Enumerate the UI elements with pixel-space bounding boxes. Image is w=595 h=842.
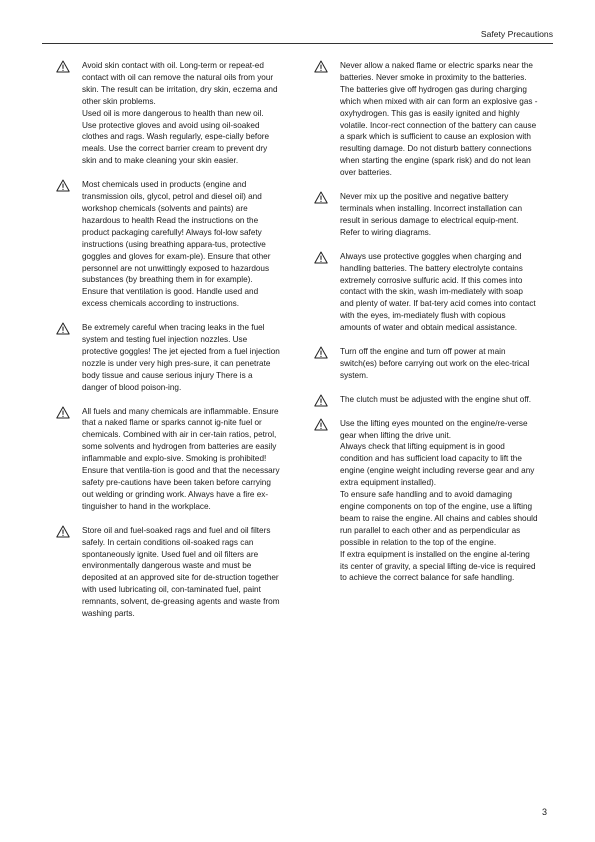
warning-item <box>314 346 538 382</box>
warning-item <box>314 60 538 179</box>
warning-text: To ensure safe handling and to avoid damaging engine components on top of the engine, use a lifting beam to raise the engine. All chains and cables should run parallel to each other and as perpendicular as possible in relation to the top of the engine. <box>340 490 538 547</box>
warning-text: Never allow a naked flame or electric sparks near the batteries. Never smoke in proximity to the batteries. The batteries give off hydrogen gas during charging which when mixed with air can form an explosive gas - oxyhydrogen. This gas is easily ignited and highly volatile. Incor-rect connection of the battery can cause a spark which is sufficient to cause an explosion with resulting damage. Do not disturb battery connections when starting the engine (spark risk) and do not lean over batteries. <box>340 61 538 178</box>
header-divider <box>42 43 553 44</box>
warning-triangle-icon <box>314 418 328 431</box>
warning-triangle-icon <box>314 394 328 407</box>
warning-triangle-icon <box>56 60 70 73</box>
warning-triangle-icon <box>314 251 328 264</box>
warning-triangle-icon <box>314 60 328 73</box>
warning-triangle-icon <box>314 346 328 359</box>
warning-text: Avoid skin contact with oil. Long-term or repeat-ed contact with oil can remove the natural oils from your skin. The result can be irritation, dry skin, eczema and other skin problems. <box>82 61 278 106</box>
warning-triangle-icon <box>56 525 70 538</box>
warning-text: Always use protective goggles when charging and handling batteries. The battery electrolyte contains extremely corrosive sulfuric acid. If this comes into contact with the skin, wash im-mediately with soap and plenty of water. If bat-tery acid comes into contact with the eyes, im-mediately flush with copious amounts of water and obtain medical assistance. <box>340 251 536 333</box>
warning-item <box>314 191 538 239</box>
left-column <box>56 60 280 632</box>
warning-text: The clutch must be adjusted with the engine shut off. <box>340 394 532 404</box>
warning-item <box>56 179 280 310</box>
warning-item <box>56 322 280 393</box>
warning-item <box>56 60 280 167</box>
warning-text: Store oil and fuel-soaked rags and fuel and oil filters safely. In certain conditions oil-soaked rags can spontaneously ignite. Used fuel and oil filters are environmentally dangerous waste and must be deposited at an approved site for de-struction together with used lubricating oil, con-taminated fuel, paint remnants, solvent, de-greasing agents and waste from washing parts. <box>82 525 280 619</box>
warning-text: Most chemicals used in products (engine and transmission oils, glycol, petrol and diesel oil) and workshop chemicals (solvents and paints) are hazardous to health Read the instructions on the product packaging carefully! Always fol-low safety instructions (using breathing appara-tus, protective goggles and gloves for exam-ple). Ensure that other personnel are not unwittingly exposed to hazardous substances (by breathing them in for example). Ensure that ventilation is good. Handle used and excess chemicals according to instructions. <box>82 180 271 309</box>
warning-text: Never mix up the positive and negative battery terminals when installing. Incorrect installation can result in serious damage to electrical equip-ment. Refer to wiring diagrams. <box>340 192 523 237</box>
warning-item <box>56 525 280 620</box>
warning-text: Turn off the engine and turn off power at main switch(es) before carrying out work on the elec-trical system. <box>340 347 530 380</box>
warning-text: Used oil is more dangerous to health than new oil. Use protective gloves and avoid using oil-soaked clothes and rags. Wash regularly, espe-cially before meals. Use the correct barrier cream to prevent dry skin and to make cleaning your skin easier. <box>82 108 270 166</box>
warning-text: Be extremely careful when tracing leaks in the fuel system and testing fuel injection nozzles. Use protective goggles! The jet ejected from a fuel injection nozzle is under very high pres-sure, it can penetrate body tissue and cause serious injury There is a danger of blood poison-ing. <box>82 323 280 392</box>
warning-text: Use the lifting eyes mounted on the engine/re-verse gear when lifting the drive unit. <box>340 418 528 440</box>
warning-triangle-icon <box>56 406 70 419</box>
warning-triangle-icon <box>56 179 70 192</box>
page-number: 3 <box>541 807 547 817</box>
warning-triangle-icon <box>56 322 70 335</box>
warning-triangle-icon <box>314 191 328 204</box>
warning-text: All fuels and many chemicals are inflammable. Ensure that a naked flame or sparks cannot ig-nite fuel or chemicals. Combined with air in cer-tain ratios, petrol, some solvents and hydrogen from batteries are easily inflammable and explo-sive. Smoking is prohibited! Ensure that ventila-tion is good and that the necessary safety pre-cautions have been taken before carrying out welding or grinding work. Always have a fire ex-tinguisher to hand in the workplace. <box>82 406 280 511</box>
right-column <box>314 60 538 596</box>
warning-text: Always check that lifting equipment is in good condition and has sufficient load capacity to lift the engine (engine weight including reverse gear and any extra equipment installed). <box>340 442 535 488</box>
warning-item <box>314 394 538 406</box>
warning-text: If extra equipment is installed on the engine al-tering its center of gravity, a special lifting de-vice is required to achieve the correct balance for safe handling. <box>340 549 536 583</box>
warning-item <box>56 406 280 513</box>
warning-item <box>314 418 538 585</box>
page-header-title: Safety Precautions <box>480 29 553 39</box>
warning-item <box>314 251 538 334</box>
